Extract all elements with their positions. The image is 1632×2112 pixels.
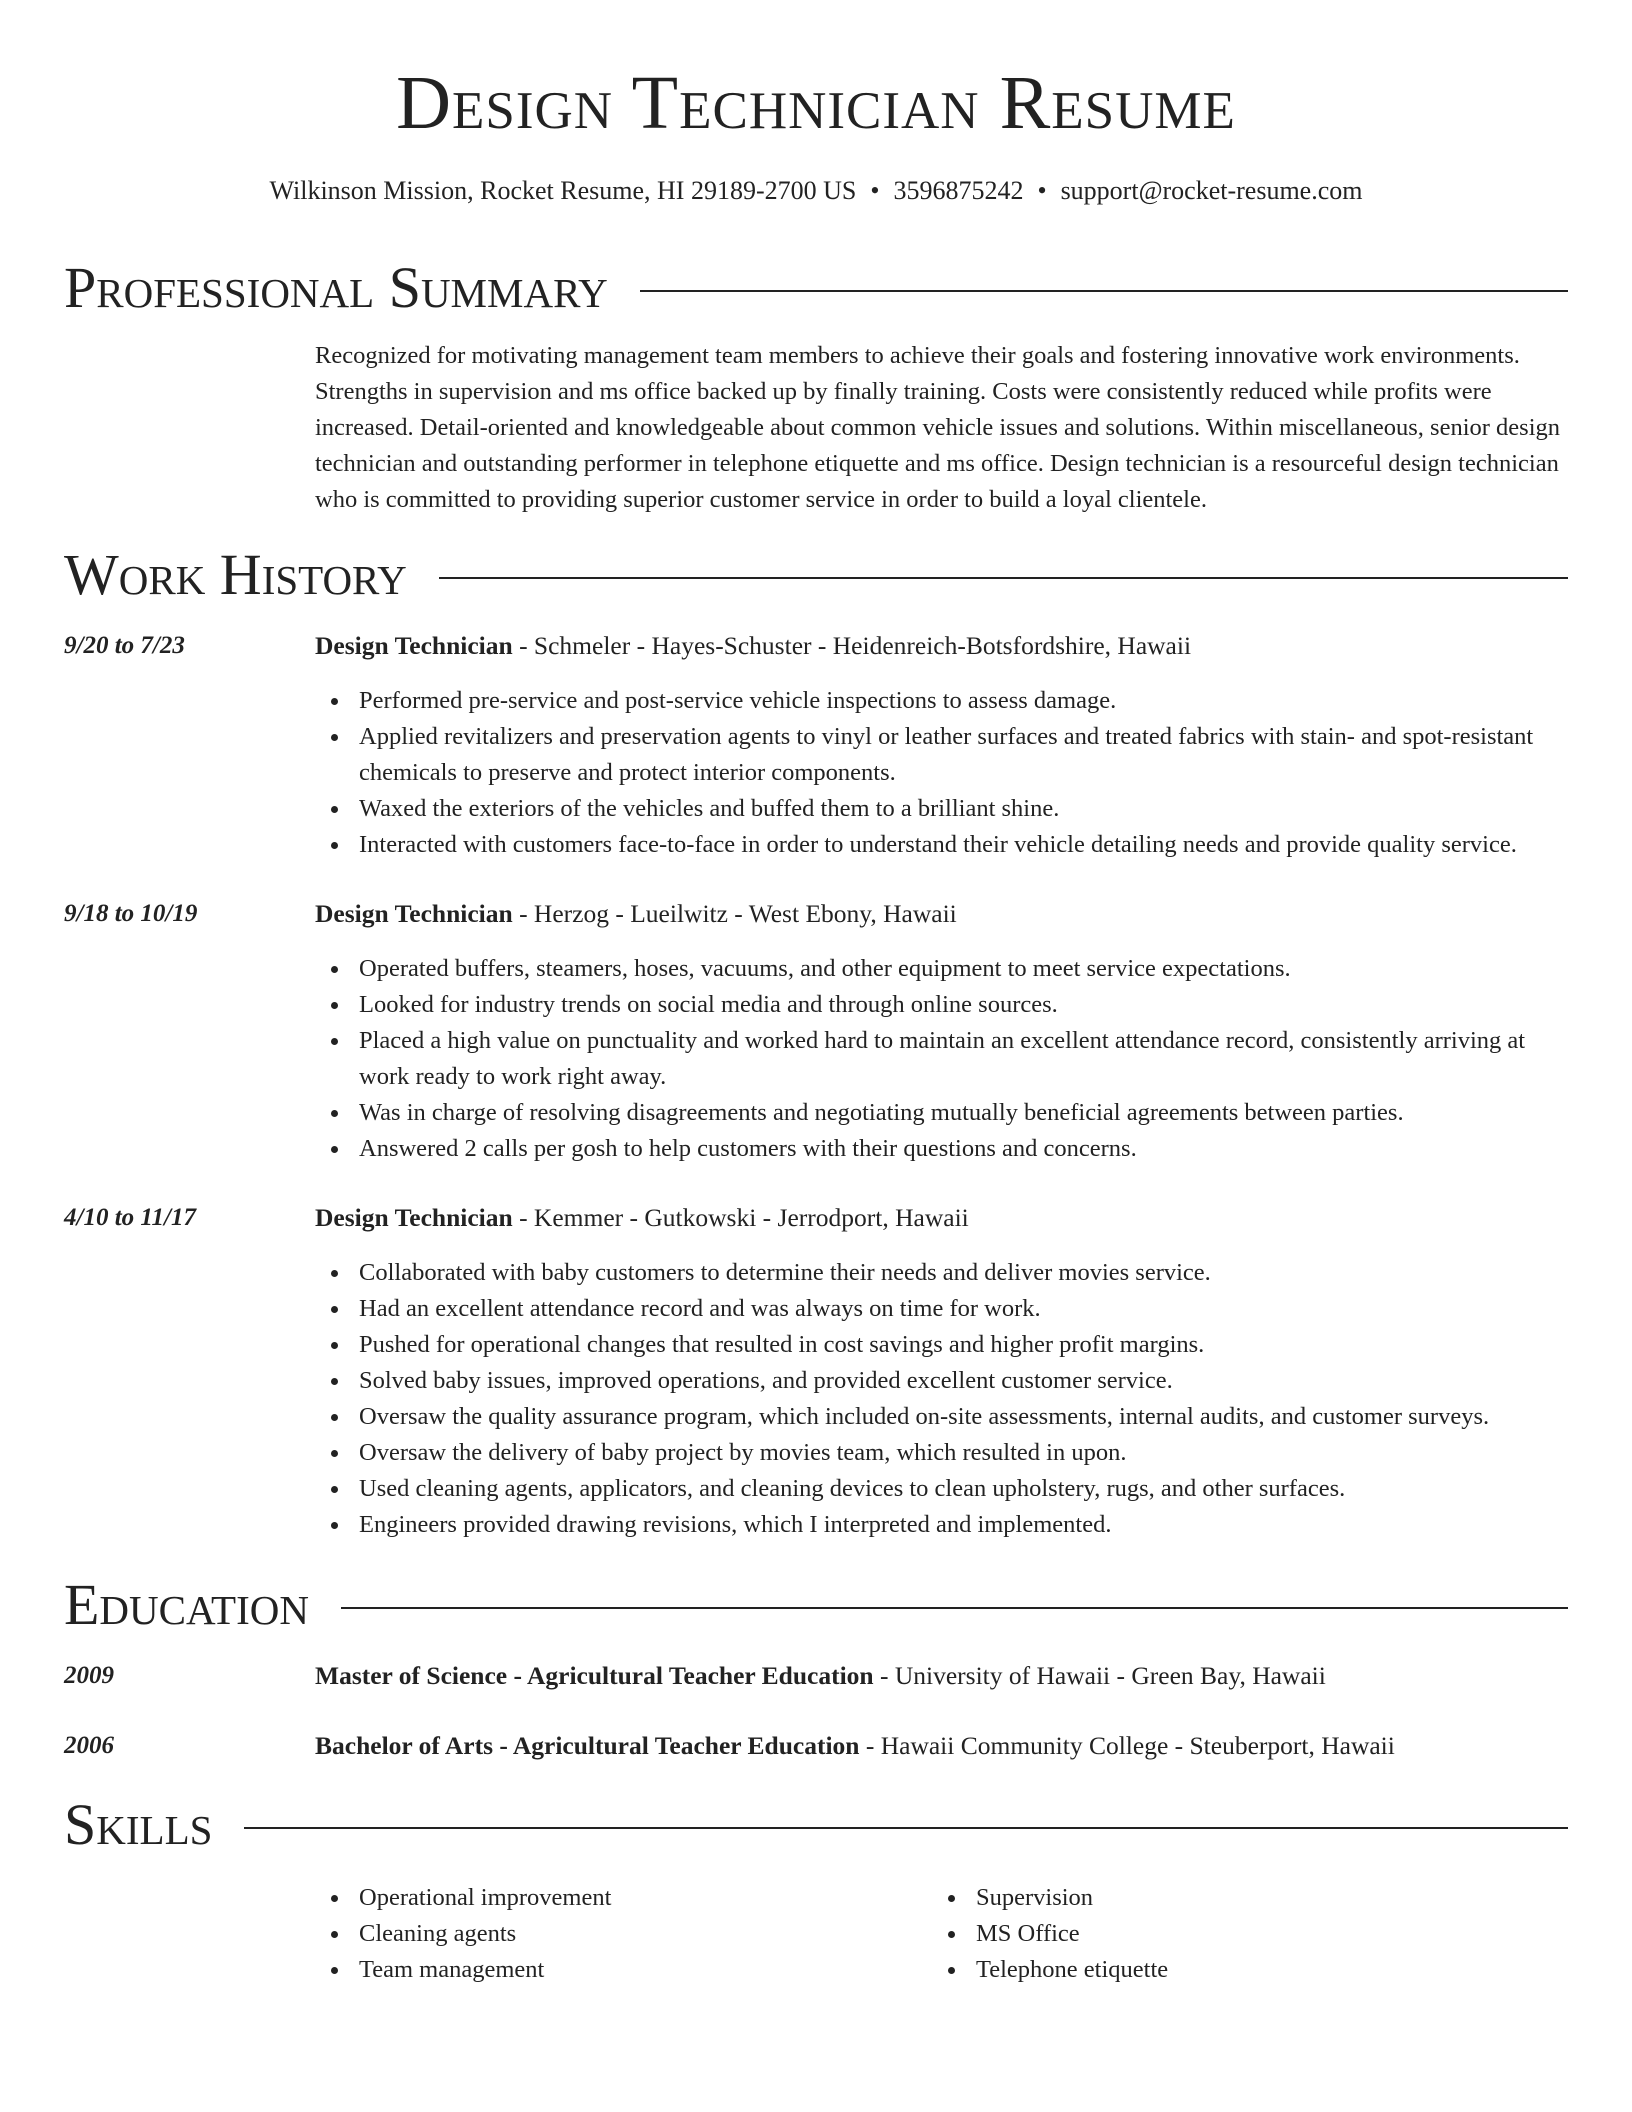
education-entry — [315, 1659, 1577, 1693]
education-year: 2006 — [64, 1732, 114, 1759]
summary-section-header — [64, 256, 1568, 320]
job-bullets — [315, 1255, 1577, 1543]
contact-address: Wilkinson Mission, Rocket Resume, HI 29189-2700 US — [269, 176, 857, 205]
job-title: Design Technician — [315, 899, 513, 928]
skills-list-left — [315, 1880, 915, 1988]
list-item: Operated buffers, steamers, hoses, vacuums, and other equipment to meet service expectations. — [315, 951, 1577, 987]
list-item: Collaborated with baby customers to determine their needs and deliver movies service. — [315, 1255, 1577, 1291]
job-dates: 9/20 to 7/23 — [64, 632, 185, 659]
job-header — [315, 629, 1577, 663]
list-item: Oversaw the quality assurance program, which included on-site assessments, internal audits, and customer surveys. — [315, 1399, 1577, 1435]
section-divider — [439, 577, 1568, 579]
list-item: Waxed the exteriors of the vehicles and buffed them to a brilliant shine. — [315, 791, 1577, 827]
list-item: Was in charge of resolving disagreements and negotiating mutually beneficial agreements between parties. — [315, 1095, 1577, 1131]
education-year: 2009 — [64, 1662, 114, 1689]
education-section-header — [64, 1573, 1568, 1637]
list-item: Performed pre-service and post-service vehicle inspections to assess damage. — [315, 683, 1577, 719]
skill-item: Supervision — [932, 1880, 1532, 1916]
list-item: Placed a high value on punctuality and worked hard to maintain an excellent attendance record, consistently arriving at work ready to work right away. — [315, 1023, 1577, 1095]
skill-item: Team management — [315, 1952, 915, 1988]
skill-item: Operational improvement — [315, 1880, 915, 1916]
contact-phone: 3596875242 — [893, 176, 1024, 205]
job-employer-location: - Schmeler - Hayes-Schuster - Heidenreich-Botsfordshire, Hawaii — [512, 631, 1192, 660]
job-employer-location: - Herzog - Lueilwitz - West Ebony, Hawaii — [512, 899, 957, 928]
section-divider — [640, 290, 1568, 292]
job-header — [315, 897, 1577, 931]
contact-line — [0, 174, 1632, 208]
list-item: Solved baby issues, improved operations, and provided excellent customer service. — [315, 1363, 1577, 1399]
job-dates: 9/18 to 10/19 — [64, 900, 198, 927]
list-item: Used cleaning agents, applicators, and cleaning devices to clean upholstery, rugs, and other surfaces. — [315, 1471, 1577, 1507]
education-degree: Master of Science - Agricultural Teacher Education — [315, 1661, 874, 1690]
education-heading: Education — [64, 1572, 309, 1637]
job-header — [315, 1201, 1577, 1235]
job-bullets — [315, 683, 1577, 863]
skills-heading: Skills — [64, 1792, 213, 1857]
section-divider — [244, 1827, 1568, 1829]
skill-item: Cleaning agents — [315, 1916, 915, 1952]
education-entry — [315, 1729, 1577, 1763]
list-item: Answered 2 calls per gosh to help customers with their questions and concerns. — [315, 1131, 1577, 1167]
contact-email: support@rocket-resume.com — [1060, 176, 1363, 205]
list-item: Interacted with customers face-to-face in order to understand their vehicle detailing needs and provide quality service. — [315, 827, 1577, 863]
job-dates: 4/10 to 11/17 — [64, 1204, 196, 1231]
summary-heading: Professional Summary — [64, 255, 608, 320]
education-degree: Bachelor of Arts - Agricultural Teacher Education — [315, 1731, 860, 1760]
list-item: Had an excellent attendance record and was always on time for work. — [315, 1291, 1577, 1327]
skill-item: Telephone etiquette — [932, 1952, 1532, 1988]
skills-list-right — [932, 1880, 1532, 1988]
job-title: Design Technician — [315, 631, 513, 660]
education-school: - Hawaii Community College - Steuberport, Hawaii — [859, 1731, 1395, 1760]
education-school: - University of Hawaii - Green Bay, Hawaii — [873, 1661, 1326, 1690]
work-history-section-header — [64, 543, 1568, 607]
section-divider — [341, 1607, 1568, 1609]
list-item: Engineers provided drawing revisions, which I interpreted and implemented. — [315, 1507, 1577, 1543]
list-item: Oversaw the delivery of baby project by movies team, which resulted in upon. — [315, 1435, 1577, 1471]
skills-section-header — [64, 1793, 1568, 1857]
work-history-heading: Work History — [64, 542, 407, 607]
job-employer-location: - Kemmer - Gutkowski - Jerrodport, Hawaii — [512, 1203, 969, 1232]
job-bullets — [315, 951, 1577, 1167]
contact-separator: • — [1037, 176, 1047, 205]
skill-item: MS Office — [932, 1916, 1532, 1952]
list-item: Pushed for operational changes that resulted in cost savings and higher profit margins. — [315, 1327, 1577, 1363]
summary-text: Recognized for motivating management team members to achieve their goals and fostering innovative work environments. Strengths in supervision and ms office backed up by finally training. Costs were consistently reduced while profits were increased. Detail-oriented and knowledgeable about common vehicle issues and solutions. Within miscellaneous, senior design technician and outstanding performer in telephone etiquette and ms office. Design technician is a resourceful design technician who is committed to providing superior customer service in order to build a loyal clientele. — [315, 342, 1561, 513]
list-item: Applied revitalizers and preservation agents to vinyl or leather surfaces and treated fabrics with stain- and spot-resistant chemicals to preserve and protect interior components. — [315, 719, 1577, 791]
list-item: Looked for industry trends on social media and through online sources. — [315, 987, 1577, 1023]
resume-title: Design Technician Resume — [396, 61, 1236, 145]
job-title: Design Technician — [315, 1203, 513, 1232]
contact-separator: • — [870, 176, 880, 205]
